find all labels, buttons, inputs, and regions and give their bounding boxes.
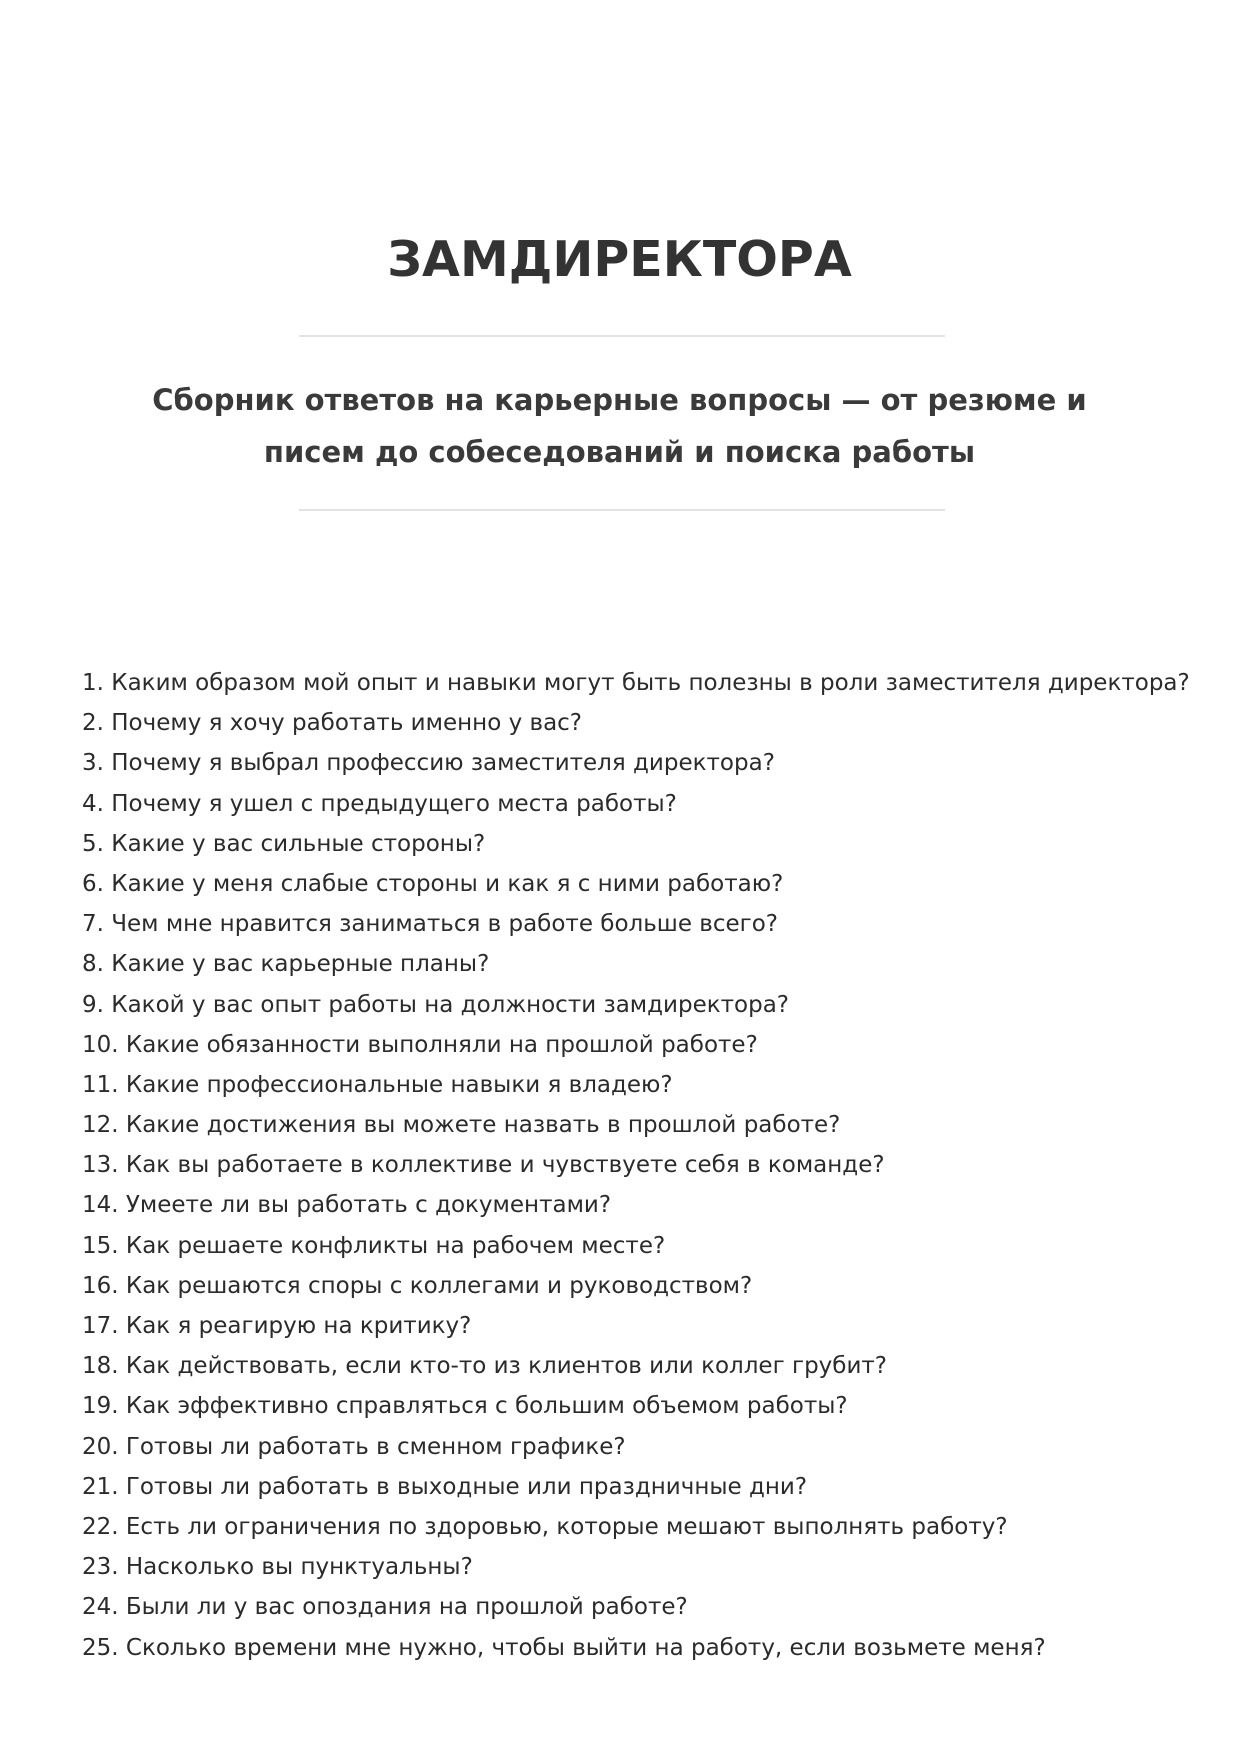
question-item: 10. Какие обязанности выполняли на прошлой работе? xyxy=(82,1031,758,1058)
question-item: 8. Какие у вас карьерные планы? xyxy=(82,951,490,978)
question-item: 3. Почему я выбрал профессию заместителя директора? xyxy=(82,750,775,777)
question-item: 18. Как действовать, если кто-то из клиентов или коллег грубит? xyxy=(82,1353,888,1380)
question-item: 16. Как решаются споры с коллегами и руководством? xyxy=(82,1272,753,1299)
question-item: 19. Как эффективно справляться с большим объемом работы? xyxy=(82,1393,848,1420)
question-item: 13. Как вы работаете в коллективе и чувствуете себя в команде? xyxy=(82,1152,885,1179)
question-item: 6. Какие у меня слабые стороны и как я с ними работаю? xyxy=(82,870,784,897)
question-item: 1. Каким образом мой опыт и навыки могут быть полезны в роли заместителя директора? xyxy=(82,670,1190,696)
question-list xyxy=(82,663,1202,1668)
question-item: 24. Были ли у вас опоздания на прошлой работе? xyxy=(82,1594,688,1621)
question-item: 9. Какой у вас опыт работы на должности замдиректора? xyxy=(82,991,790,1018)
question-item: 21. Готовы ли работать в выходные или праздничные дни? xyxy=(82,1473,808,1500)
question-item: 25. Сколько времени мне нужно, чтобы выйти на работу, если возьмете меня? xyxy=(82,1634,1046,1661)
divider-bottom xyxy=(299,509,945,511)
question-item: 14. Умеете ли вы работать с документами? xyxy=(82,1192,612,1219)
question-item: 15. Как решаете конфликты на рабочем месте? xyxy=(82,1232,666,1259)
question-item: 23. Насколько вы пунктуальны? xyxy=(82,1554,473,1581)
question-item: 12. Какие достижения вы можете назвать в прошлой работе? xyxy=(82,1112,841,1139)
question-item: 5. Какие у вас сильные стороны? xyxy=(82,830,486,857)
page-title: ЗАМДИРЕКТОРА xyxy=(387,230,852,288)
question-item: 2. Почему я хочу работать именно у вас? xyxy=(82,710,583,737)
question-item: 17. Как я реагирую на критику? xyxy=(82,1313,472,1339)
divider-top xyxy=(299,335,945,337)
question-item: 4. Почему я ушел с предыдущего места работы? xyxy=(82,790,677,817)
page-subtitle: Сборник ответов на карьерные вопросы — от резюме и писем до собеседований и поиска работы xyxy=(152,383,1087,469)
question-item: 11. Какие профессиональные навыки я владею? xyxy=(82,1071,673,1098)
question-item: 22. Есть ли ограничения по здоровью, которые мешают выполнять работу? xyxy=(82,1513,1008,1540)
question-item: 20. Готовы ли работать в сменном графике? xyxy=(82,1433,626,1460)
question-item: 7. Чем мне нравится заниматься в работе больше всего? xyxy=(82,911,779,938)
